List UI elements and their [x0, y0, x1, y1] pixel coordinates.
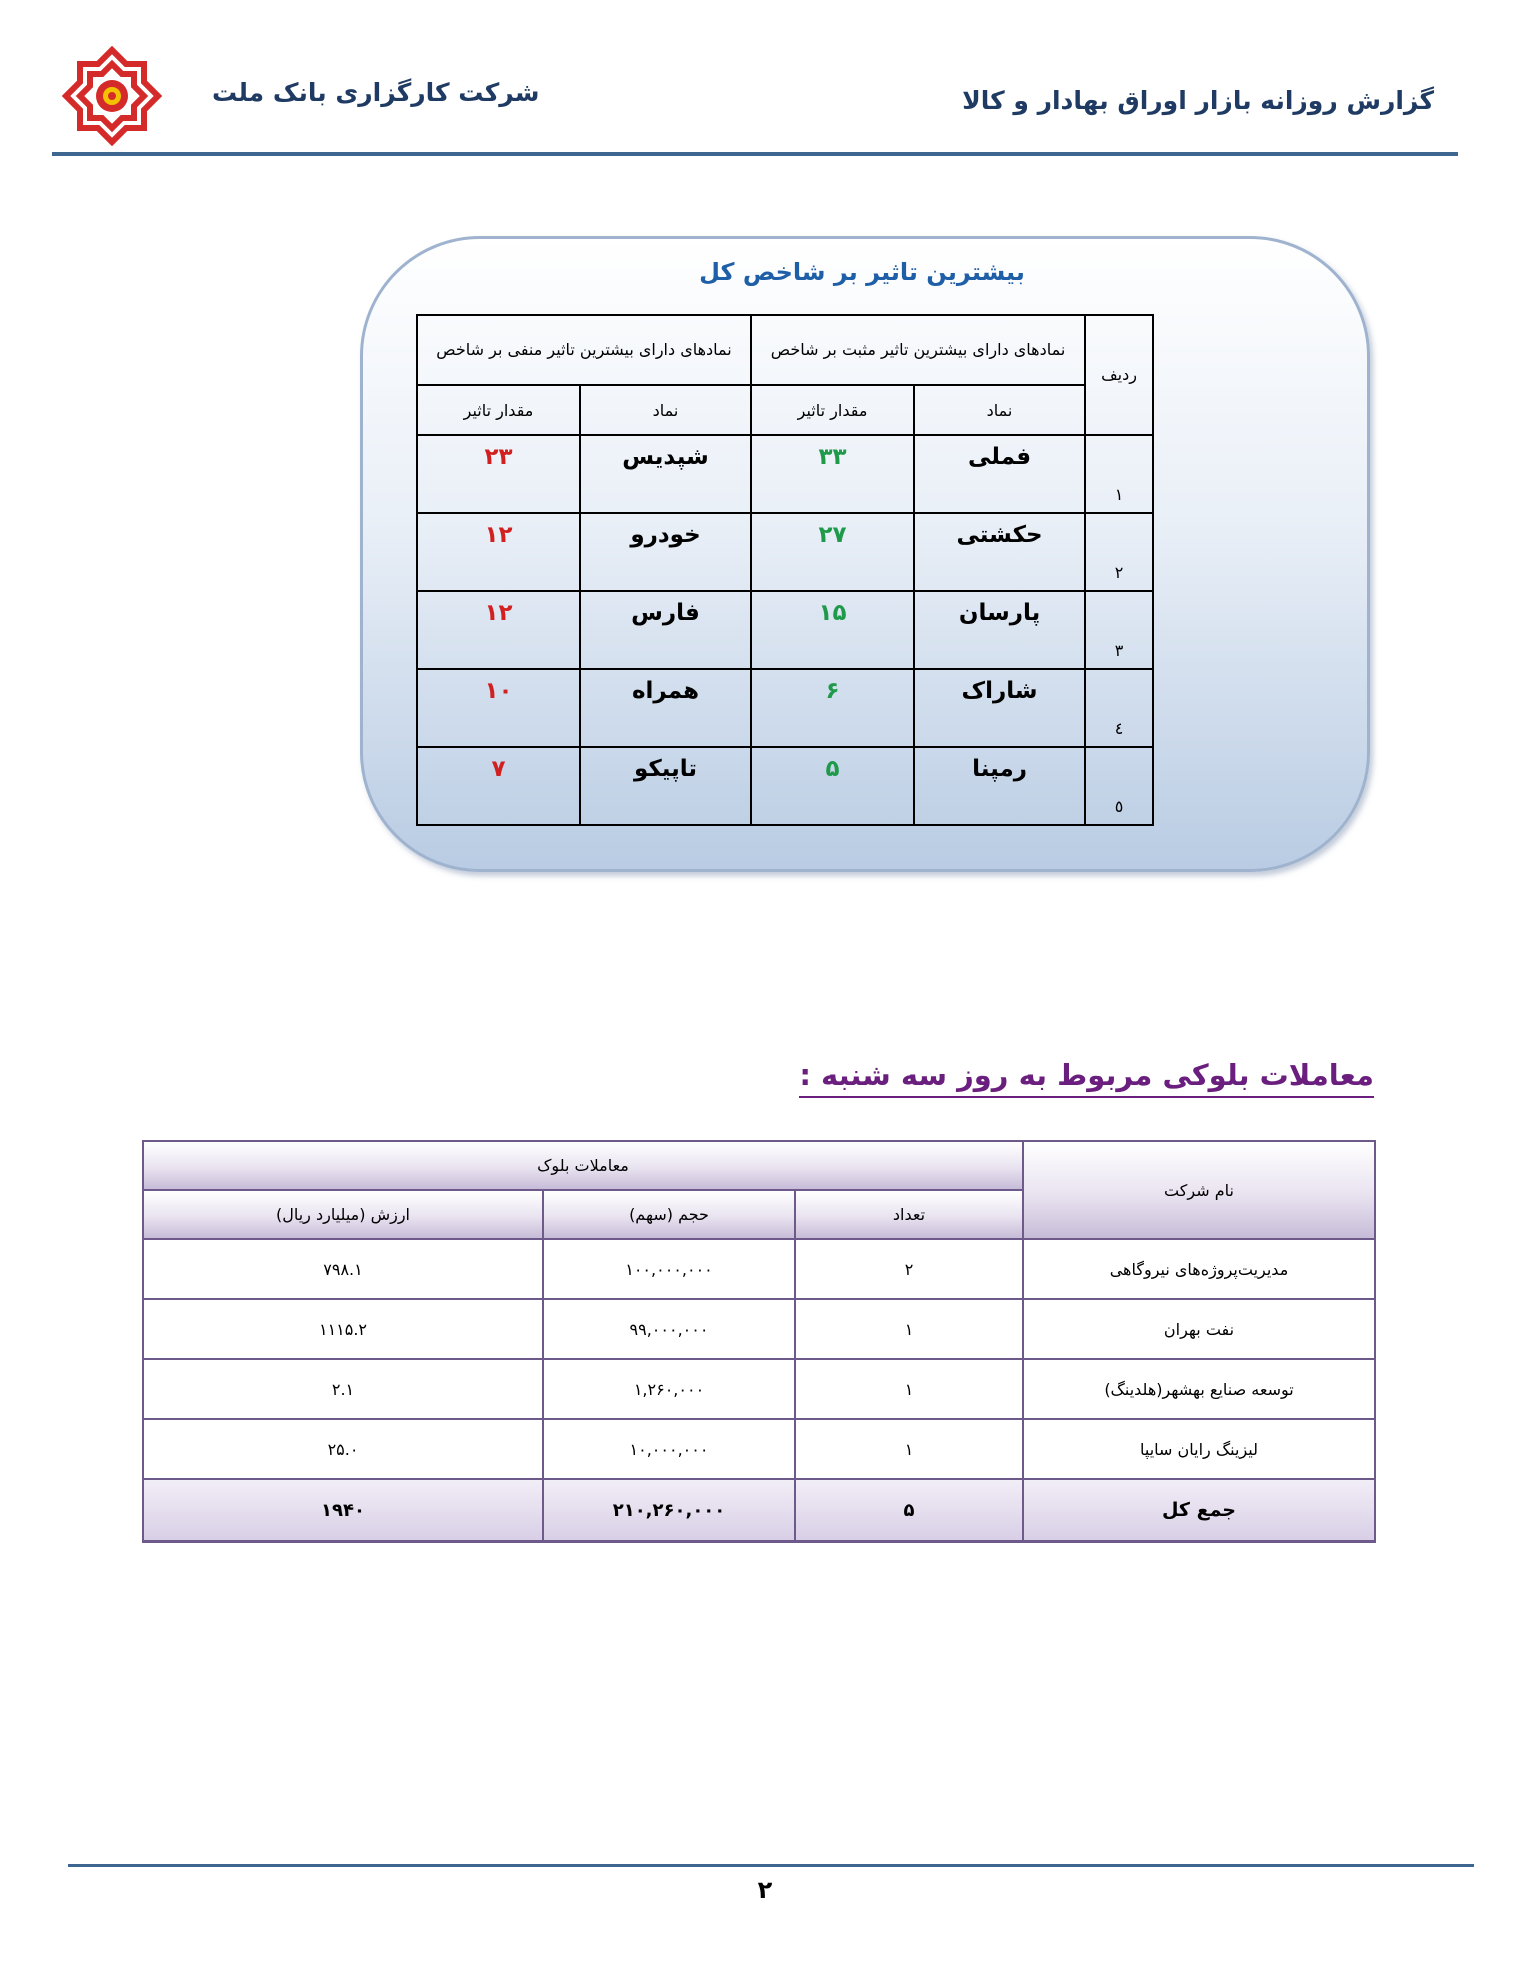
- positive-impact-value: ۵: [751, 747, 914, 825]
- negative-symbol: تاپیکو: [580, 747, 751, 825]
- company-cell: توسعه صنایع بهشهر(هلدینگ): [1023, 1359, 1375, 1419]
- table-row: [417, 747, 1153, 825]
- total-label: جمع کل: [1023, 1479, 1375, 1542]
- negative-impact-value: ۱۲: [417, 591, 580, 669]
- table-row: [143, 1239, 1375, 1299]
- positive-impact-header: نمادهای دارای بیشترین تاثیر مثبت بر شاخص: [751, 315, 1085, 385]
- positive-symbol: حکشتی: [914, 513, 1085, 591]
- header-divider: [52, 152, 1458, 156]
- impact-group-header-row: [417, 315, 1153, 385]
- block-group-header-row: [143, 1141, 1375, 1190]
- company-cell: نفت بهران: [1023, 1299, 1375, 1359]
- volume-cell: ۱,۲۶۰,۰۰۰: [543, 1359, 795, 1419]
- positive-symbol: فملی: [914, 435, 1085, 513]
- company-cell: لیزینگ رایان سایپا: [1023, 1419, 1375, 1479]
- positive-impact-value: ۲۷: [751, 513, 914, 591]
- total-volume: ۲۱۰,۲۶۰,۰۰۰: [543, 1479, 795, 1542]
- row-number: ٤: [1085, 669, 1153, 747]
- bank-mellat-logo: [62, 46, 162, 146]
- total-value: ۱۹۴۰: [143, 1479, 543, 1542]
- negative-impact-value: ۲۳: [417, 435, 580, 513]
- value-cell: ۷۹۸.۱: [143, 1239, 543, 1299]
- index-impact-title: بیشترین تاثیر بر شاخص کل: [699, 258, 1025, 286]
- positive-symbol: پارسان: [914, 591, 1085, 669]
- value-cell: ۲.۱: [143, 1359, 543, 1419]
- total-count: ۵: [795, 1479, 1023, 1542]
- row-number-header: ردیف: [1085, 315, 1153, 435]
- negative-impact-value: ۱۲: [417, 513, 580, 591]
- volume-cell: ۹۹,۰۰۰,۰۰۰: [543, 1299, 795, 1359]
- table-row: [417, 513, 1153, 591]
- negative-impact-value: ۷: [417, 747, 580, 825]
- company-name-header: نام شرکت: [1023, 1141, 1375, 1239]
- block-trades-table: [142, 1140, 1376, 1543]
- report-title: گزارش روزانه بازار اوراق بهادار و کالا: [962, 86, 1434, 115]
- count-header: تعداد: [795, 1190, 1023, 1239]
- count-cell: ۱: [795, 1299, 1023, 1359]
- company-name: شرکت کارگزاری بانک ملت: [212, 78, 540, 107]
- count-cell: ۱: [795, 1359, 1023, 1419]
- positive-symbol-header: نماد: [914, 385, 1085, 435]
- company-cell: مدیریت‌پروژه‌های نیروگاهی: [1023, 1239, 1375, 1299]
- row-number: ۲: [1085, 513, 1153, 591]
- negative-symbol: شپدیس: [580, 435, 751, 513]
- positive-impact-value: ۱۵: [751, 591, 914, 669]
- negative-impact-value: ۱۰: [417, 669, 580, 747]
- page-number: ۲: [757, 1876, 773, 1904]
- row-number: ٥: [1085, 747, 1153, 825]
- count-cell: ۲: [795, 1239, 1023, 1299]
- table-row: [417, 435, 1153, 513]
- block-trades-group-header: معاملات بلوک: [143, 1141, 1023, 1190]
- footer-divider: [68, 1864, 1474, 1867]
- negative-symbol: همراه: [580, 669, 751, 747]
- negative-symbol-header: نماد: [580, 385, 751, 435]
- index-impact-table: [416, 314, 1154, 826]
- value-header: ارزش (میلیارد ریال): [143, 1190, 543, 1239]
- table-row: [143, 1299, 1375, 1359]
- block-trades-heading: معاملات بلوکی مربوط به روز سه شنبه :: [799, 1058, 1374, 1098]
- volume-header: حجم (سهم): [543, 1190, 795, 1239]
- positive-symbol: شاراک: [914, 669, 1085, 747]
- row-number: ۱: [1085, 435, 1153, 513]
- table-row: [143, 1419, 1375, 1479]
- negative-amount-header: مقدار تاثیر: [417, 385, 580, 435]
- value-cell: ۲۵.۰: [143, 1419, 543, 1479]
- value-cell: ۱۱۱۵.۲: [143, 1299, 543, 1359]
- total-row: [143, 1479, 1375, 1542]
- volume-cell: ۱۰۰,۰۰۰,۰۰۰: [543, 1239, 795, 1299]
- count-cell: ۱: [795, 1419, 1023, 1479]
- negative-impact-header: نمادهای دارای بیشترین تاثیر منفی بر شاخص: [417, 315, 751, 385]
- volume-cell: ۱۰,۰۰۰,۰۰۰: [543, 1419, 795, 1479]
- impact-subheader-row: [417, 385, 1153, 435]
- table-row: [417, 669, 1153, 747]
- positive-symbol: رمپنا: [914, 747, 1085, 825]
- positive-impact-value: ۳۳: [751, 435, 914, 513]
- row-number: ۳: [1085, 591, 1153, 669]
- negative-symbol: فارس: [580, 591, 751, 669]
- table-row: [417, 591, 1153, 669]
- positive-impact-value: ۶: [751, 669, 914, 747]
- negative-symbol: خودرو: [580, 513, 751, 591]
- table-row: [143, 1359, 1375, 1419]
- positive-amount-header: مقدار تاثیر: [751, 385, 914, 435]
